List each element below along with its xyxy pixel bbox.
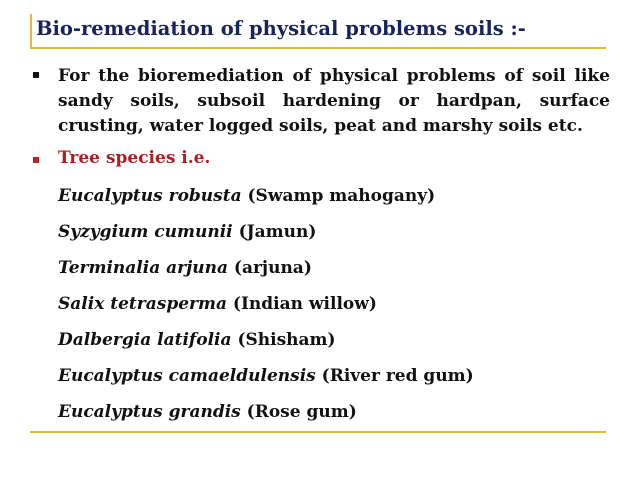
species-list xyxy=(58,186,474,438)
species-item xyxy=(58,330,474,366)
common-name: (Indian willow) xyxy=(232,294,377,314)
common-name: (Jamun) xyxy=(238,222,317,242)
scientific-name: Syzygium cumunii xyxy=(58,222,233,242)
intro-line: crusting, water logged soils, peat and marshy soils etc. xyxy=(58,116,583,136)
species-item xyxy=(58,294,474,330)
species-item xyxy=(58,186,474,222)
species-item xyxy=(58,222,474,258)
intro-line: sandy soils, subsoil hardening or hardpan, surface xyxy=(58,91,610,111)
tree-species-heading: Tree species i.e. xyxy=(58,148,211,168)
species-item xyxy=(58,258,474,294)
common-name: (River red gum) xyxy=(321,366,474,386)
common-name: (Rose gum) xyxy=(246,402,357,422)
square-bullet-icon xyxy=(33,72,39,78)
intro-line: For the bioremediation of physical problems of soil like xyxy=(58,66,610,86)
intro-paragraph xyxy=(58,64,610,139)
common-name: (Swamp mahogany) xyxy=(247,186,436,206)
scientific-name: Eucalyptus grandis xyxy=(58,402,241,422)
title-divider xyxy=(30,47,606,49)
scientific-name: Terminalia arjuna xyxy=(58,258,228,278)
scientific-name: Dalbergia latifolia xyxy=(58,330,232,350)
title-accent-bar xyxy=(30,14,32,48)
common-name: (arjuna) xyxy=(233,258,312,278)
red-square-bullet-icon xyxy=(33,157,39,163)
scientific-name: Eucalyptus camaeldulensis xyxy=(58,366,316,386)
bottom-divider xyxy=(30,431,606,433)
species-item xyxy=(58,366,474,402)
slide-title: Bio-remediation of physical problems soils :- xyxy=(36,17,526,40)
common-name: (Shisham) xyxy=(237,330,336,350)
species-item xyxy=(58,402,474,438)
scientific-name: Salix tetrasperma xyxy=(58,294,227,314)
scientific-name: Eucalyptus robusta xyxy=(58,186,242,206)
